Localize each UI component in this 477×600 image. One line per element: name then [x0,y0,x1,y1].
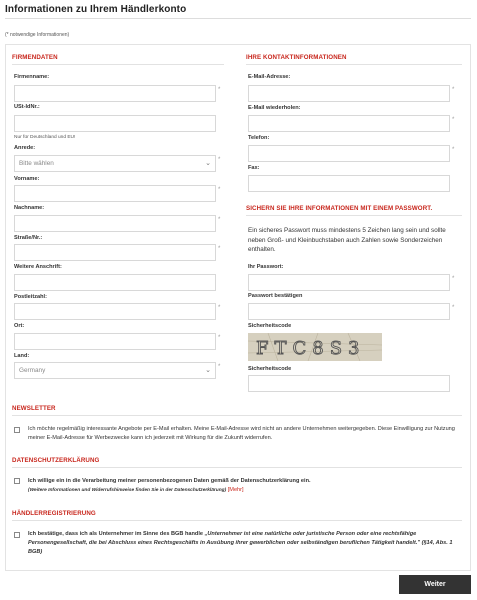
anrede-select[interactable] [14,155,216,172]
section-heading-newsletter: NEWSLETTER [12,405,56,412]
required-star: * [452,87,455,93]
section-divider [12,415,462,416]
datenschutz-label: Ich willige ein in die Verarbeitung meiner personenbezogenen Daten gemäß der Datenschutzerklärung ein. [28,478,311,484]
strasse-input[interactable] [14,244,216,261]
section-divider [246,215,462,216]
datenschutz-text [28,477,462,495]
required-star: * [218,305,221,311]
strasse-label: Straße/Nr.: [14,235,43,241]
required-star: * [218,364,221,370]
captcha-text: FTC8S3 [256,338,366,359]
fax-input[interactable] [248,175,450,192]
required-star: * [218,217,221,223]
email-label: E-Mail-Adresse: [248,74,291,80]
required-star: * [452,276,455,282]
required-star: * [218,246,221,252]
email-input[interactable] [248,85,450,102]
postleitzahl-input[interactable] [14,303,216,320]
anrede-value: Bitte wählen [19,160,54,167]
required-star: * [218,87,221,93]
chevron-down-icon: ⌄ [205,367,211,374]
required-star: * [452,117,455,123]
datenschutz-more-link[interactable]: [Mehr] [227,487,244,493]
section-divider [12,467,462,468]
password-input[interactable] [248,274,450,291]
required-star: * [218,157,221,163]
firmenname-input[interactable] [14,85,216,102]
haendler-text [28,530,458,557]
datenschutz-subtext: (Weitere Informationen und Widerrufshinweise finden Sie in der Datenschutzerklärung) [28,488,227,493]
ort-input[interactable] [14,333,216,350]
nachname-label: Nachname: [14,205,45,211]
section-heading-haendler: HÄNDLERREGISTRIERUNG [12,510,96,517]
page-title: Informationen zu Ihrem Händlerkonto [5,4,187,15]
land-label: Land: [14,353,30,359]
password-info-text: Ein sicheres Passwort muss mindestens 5 Zeichen lang sein und sollte neben Groß- und Kleinbuchstaben auch Zahlen sowie Sonderzeichen enthalten. [248,227,446,253]
section-heading-passwort: SICHERN SIE IHRE INFORMATIONEN MIT EINEM PASSWORT. [246,205,433,212]
weiter-button[interactable]: Weiter [399,575,471,594]
land-select[interactable] [14,362,216,379]
ort-label: Ort: [14,323,25,329]
chevron-down-icon: ⌄ [205,160,211,167]
section-heading-kontakt: IHRE KONTAKTINFORMATIONEN [246,54,347,61]
captcha-input-label: Sicherheitscode [248,366,292,372]
haendler-text-italic: „Unternehmer ist eine natürliche oder juristische Person oder eine rechtsfähige Personengesellschaft, die bei Abschluss eines Rechtsgeschäfts in Ausübung ihrer gewerblichen oder selbständigen beruflichen Tätigkeit handelt." (§14, Abs. 1 BGB) [28,531,453,555]
required-note: (* notwendige Informationen) [5,32,70,38]
postleitzahl-label: Postleitzahl: [14,294,47,300]
vorname-input[interactable] [14,185,216,202]
captcha-input[interactable] [248,375,450,392]
haendler-checkbox[interactable] [14,532,20,538]
section-divider [12,520,462,521]
newsletter-checkbox[interactable] [14,427,20,433]
required-star: * [452,305,455,311]
nachname-input[interactable] [14,215,216,232]
haendler-text-bold: Ich bestätige, dass ich als Unternehmer im Sinne des BGB handle [28,531,204,537]
ust-label: USt-IdNr.: [14,104,40,110]
weitere-anschrift-label: Weitere Anschrift: [14,264,62,270]
anrede-label: Anrede: [14,145,36,151]
ust-input[interactable] [14,115,216,132]
newsletter-text: Ich möchte regelmäßig interessante Angebote per E-Mail erhalten. Meine E-Mail-Adresse wird nicht an andere Unternehmen weitergegeben. Diese Einwilligung zur Nutzung meiner E-Mail-Adresse für Werbezwecke kann ich jederzeit mit Wirkung für die Zukunft widerrufen. [28,426,455,441]
vorname-label: Vorname: [14,176,40,182]
password-confirm-label: Passwort bestätigen [248,293,303,299]
email-repeat-input[interactable] [248,115,450,132]
section-heading-datenschutz: DATENSCHUTZERKLÄRUNG [12,457,100,464]
fax-label: Fax: [248,165,260,171]
firmenname-label: Firmenname: [14,74,50,80]
required-star: * [218,187,221,193]
section-heading-firmendaten: FIRMENDATEN [12,54,58,61]
datenschutz-checkbox[interactable] [14,478,20,484]
title-divider [5,18,471,19]
ust-hint: Nur für Deutschland und EU! [14,135,76,140]
telefon-label: Telefon: [248,135,270,141]
land-value: Germany [19,367,46,374]
password-label: Ihr Passwort: [248,264,284,270]
email-repeat-label: E-Mail wiederholen: [248,105,301,111]
required-star: * [218,335,221,341]
section-divider [12,64,224,65]
password-confirm-input[interactable] [248,303,450,320]
required-star: * [452,147,455,153]
telefon-input[interactable] [248,145,450,162]
weitere-anschrift-input[interactable] [14,274,216,291]
section-divider [246,64,462,65]
captcha-label: Sicherheitscode [248,323,292,329]
captcha-image [248,333,382,361]
